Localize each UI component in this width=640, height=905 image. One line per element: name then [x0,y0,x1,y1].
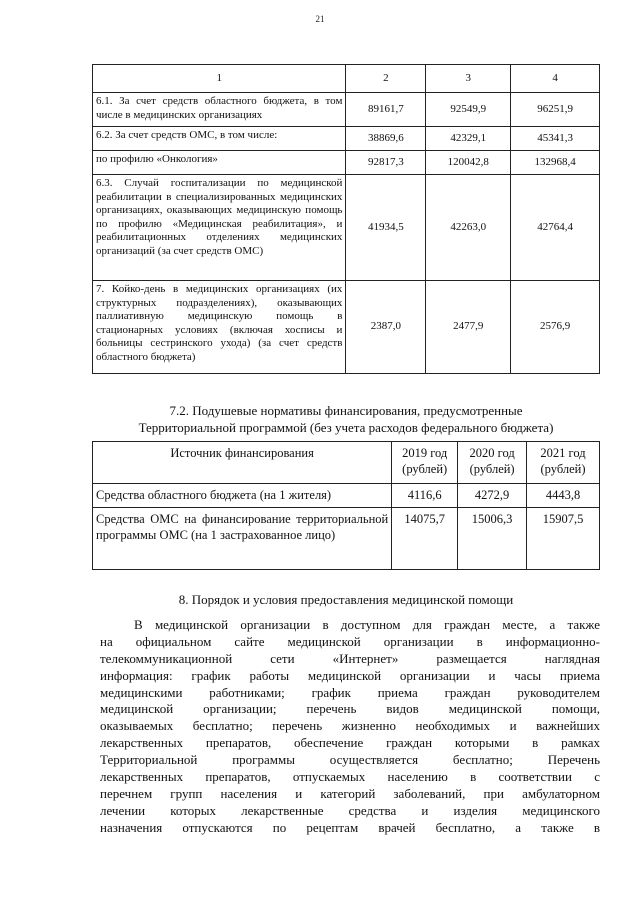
page-number: 21 [315,14,325,24]
source-header: Источник финансирования [93,442,392,484]
value-2020: 42263,0 [426,175,511,281]
paragraph-line: оказываемых бесплатно; перечень жизненно необходимых и важнейших [100,718,600,734]
row-label: 6.3. Случай госпитализации по медицинской реабилитации в специализированных медицинских организациях, оказывающих медицинскую помощь по профилю «Медицинская реабилитация», и реабилитационных отделениях медицинских организаций (за счет средств ОМС) [93,175,346,281]
table-row [93,151,600,175]
row-label: 7. Койко-день в медицинских организациях (их структурных подразделениях), оказывающих паллиативную медицинскую помощь в стационарных условиях (включая хосписы и больницы сестринского ухода) (за счет средств областного бюджета) [93,281,346,374]
section-8-heading: 8. Порядок и условия предоставления медицинской помощи [178,592,514,607]
value-2021: 15907,5 [527,508,600,570]
value-2019: 92817,3 [346,151,426,175]
table-row [93,175,600,281]
value-2020: 92549,9 [426,93,511,127]
value-2019: 89161,7 [346,93,426,127]
value-2020: 4272,9 [458,484,527,508]
section-title-line: Территориальной программой (без учета расходов федерального бюджета) [138,420,554,435]
paragraph-line: медицинскими работниками; график приема граждан руководителем [100,684,600,700]
paragraph-line: на официальном сайте медицинской организации в информационно- [100,633,600,649]
financing-table-continued [92,64,600,374]
paragraph-line: лекарственных препаратов, отпускаемых населению в соответствии с [100,769,600,785]
value-2020: 15006,3 [458,508,527,570]
table-row [93,127,600,151]
value-2019: 41934,5 [346,175,426,281]
value-2021: 96251,9 [511,93,600,127]
value-2019: 4116,6 [392,484,458,508]
value-2021: 45341,3 [511,127,600,151]
paragraph-line: перечнем групп населения и категорий заболеваний, при амбулаторном [100,785,600,801]
table-header-row [93,442,600,484]
row-label: Средства областного бюджета (на 1 жителя) [93,484,392,508]
paragraph-line: В медицинской организации в доступном для граждан месте, а также [134,617,600,632]
row-label: 6.1. За счет средств областного бюджета, в том числе в медицинских организациях [93,93,346,127]
column-number-header: 4 [511,65,600,93]
value-2020: 42329,1 [426,127,511,151]
table-header-row [93,65,600,93]
value-2021: 132968,4 [511,151,600,175]
table-row [93,484,600,508]
section-title-line: 7.2. Подушевые нормативы финансирования, предусмотренные [169,403,523,418]
per-capita-norms-table [92,441,600,570]
value-2019: 2387,0 [346,281,426,374]
value-2020: 120042,8 [426,151,511,175]
year-2021-header: 2021 год (рублей) [527,442,600,484]
year-2020-header: 2020 год (рублей) [458,442,527,484]
section-8-paragraph [100,617,600,837]
table-row [93,281,600,374]
value-2021: 4443,8 [527,484,600,508]
table-row [93,93,600,127]
table-row [93,508,600,570]
paragraph-line: Территориальной программы осуществляется бесплатно; Перечень [100,752,600,768]
paragraph-line: телекоммуникационной сети «Интернет» размещается наглядная [100,650,600,666]
year-2019-header: 2019 год (рублей) [392,442,458,484]
column-number-header: 3 [426,65,511,93]
row-label: по профилю «Онкология» [93,151,346,175]
value-2020: 2477,9 [426,281,511,374]
row-label: Средства ОМС на финансирование территориальной программы ОМС (на 1 застрахованное лицо) [93,508,392,570]
paragraph-line: лечении которых лекарственные средства и изделия медицинского [100,802,600,818]
paragraph-line: лекарственных препаратов, обеспечение граждан которыми в рамках [100,735,600,751]
value-2021: 42764,4 [511,175,600,281]
value-2019: 14075,7 [392,508,458,570]
section-7-2-heading [92,402,600,436]
column-number-header: 2 [346,65,426,93]
row-label: 6.2. За счет средств ОМС, в том числе: [93,127,346,151]
paragraph-line: информация: график работы медицинской организации и часы приема [100,667,600,683]
paragraph-line: медицинской организации; перечень видов медицинской помощи, [100,701,600,717]
column-number-header: 1 [93,65,346,93]
value-2021: 2576,9 [511,281,600,374]
value-2019: 38869,6 [346,127,426,151]
paragraph-line: назначения отпускаются по рецептам врачей бесплатно, а также в [100,819,600,835]
